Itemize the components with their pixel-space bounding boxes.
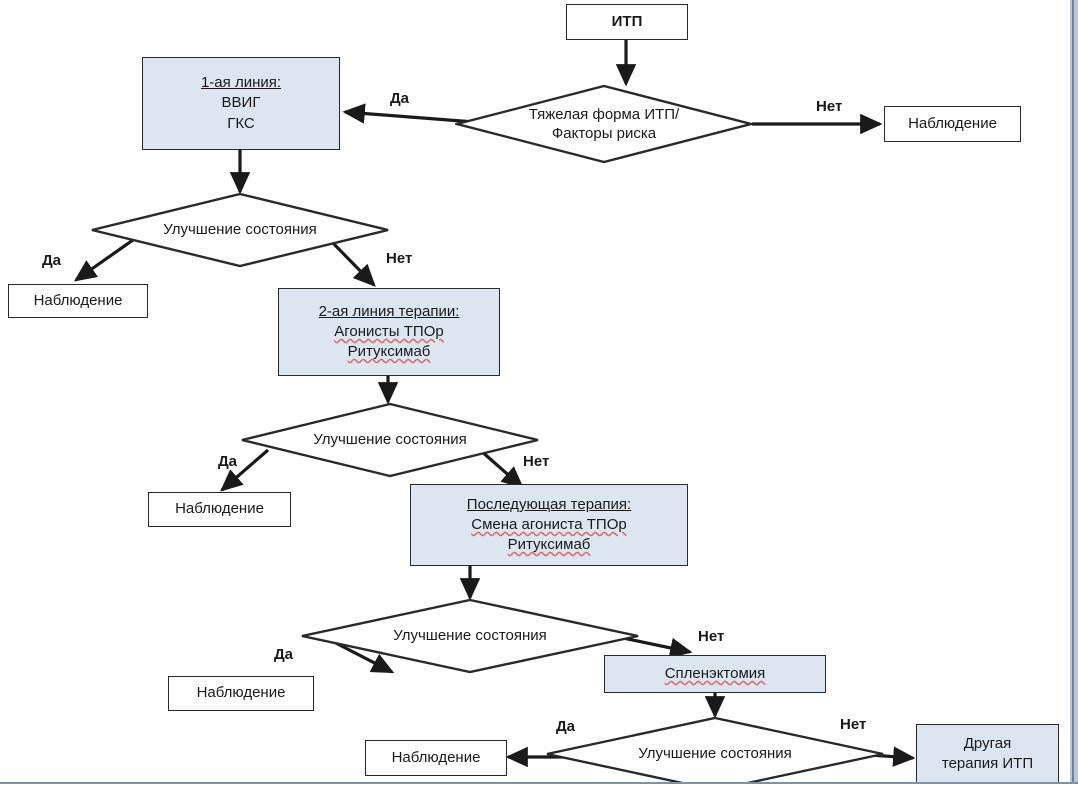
node-other-therapy-line2: терапия ИТП	[941, 755, 1034, 772]
node-first-line-title: 1-ая линия:	[200, 74, 282, 92]
node-second-line-item2: Ритуксимаб	[347, 343, 431, 361]
node-other-therapy	[916, 724, 1059, 784]
node-observation-4-label: Наблюдение	[196, 684, 286, 702]
node-next-therapy-item2: Ритуксимаб	[507, 536, 591, 554]
node-observation-1	[884, 106, 1021, 142]
node-first-line-item2: ГКС	[227, 114, 255, 132]
node-first-line-item1: ВВИГ	[221, 94, 261, 112]
node-improvement-4-label: Улучшение состояния	[638, 745, 792, 763]
page-bottom-strip	[0, 782, 1078, 799]
edge-label-no-5: Нет	[840, 716, 867, 733]
node-improvement-3-label: Улучшение состояния	[393, 627, 547, 645]
node-improvement-1-label: Улучшение состояния	[163, 221, 317, 239]
node-other-therapy-line1: Другая	[963, 734, 1012, 752]
node-observation-3	[148, 492, 291, 527]
node-improvement-2	[240, 402, 540, 478]
node-improvement-1	[90, 192, 390, 268]
edge-label-no-2: Нет	[386, 250, 413, 267]
diamond-shape	[455, 84, 753, 164]
node-second-line-item1: Агонисты ТПОр	[334, 322, 444, 340]
diamond-shape	[240, 402, 540, 478]
node-severe-form-line2: Факторы риска	[551, 125, 657, 142]
node-observation-4	[168, 676, 314, 711]
node-improvement-3	[300, 598, 640, 674]
page-edge-line	[1072, 0, 1074, 784]
edge-label-yes-4: Да	[274, 646, 294, 663]
node-severe-form	[455, 84, 753, 164]
diamond-shape	[90, 192, 390, 268]
edge-label-no-4: Нет	[698, 628, 725, 645]
node-observation-3-label: Наблюдение	[175, 500, 264, 518]
edge-label-yes-3: Да	[218, 453, 238, 470]
node-improvement-2-label: Улучшение состояния	[313, 431, 467, 449]
node-observation-5-label: Наблюдение	[391, 748, 481, 766]
node-splenectomy	[604, 655, 826, 693]
edge-label-yes-1: Да	[390, 90, 410, 107]
diamond-shape	[300, 598, 640, 674]
node-next-therapy	[410, 484, 688, 566]
node-next-therapy-item1: Смена агониста ТПОр	[471, 515, 627, 533]
node-second-line-title: 2-ая линия терапии:	[318, 302, 460, 320]
node-second-line	[278, 288, 500, 376]
node-itp-label: ИТП	[611, 12, 643, 30]
node-observation-5	[365, 740, 507, 776]
node-splenectomy-label: Спленэктомия	[664, 664, 766, 682]
node-first-line	[142, 57, 340, 150]
edge-label-yes-5: Да	[556, 718, 576, 735]
node-observation-2	[8, 284, 148, 318]
diamond-shape	[545, 716, 885, 792]
node-improvement-4	[545, 716, 885, 792]
edge-label-no-3: Нет	[523, 453, 550, 470]
edge-label-no-1: Нет	[816, 98, 843, 115]
node-observation-1-label: Наблюдение	[908, 114, 997, 132]
node-itp	[566, 4, 688, 40]
node-severe-form-line1: Тяжелая форма ИТП/	[528, 105, 680, 123]
node-next-therapy-title: Последующая терапия:	[466, 495, 632, 513]
node-observation-2-label: Наблюдение	[33, 291, 123, 309]
edge-label-yes-2: Да	[42, 252, 62, 269]
